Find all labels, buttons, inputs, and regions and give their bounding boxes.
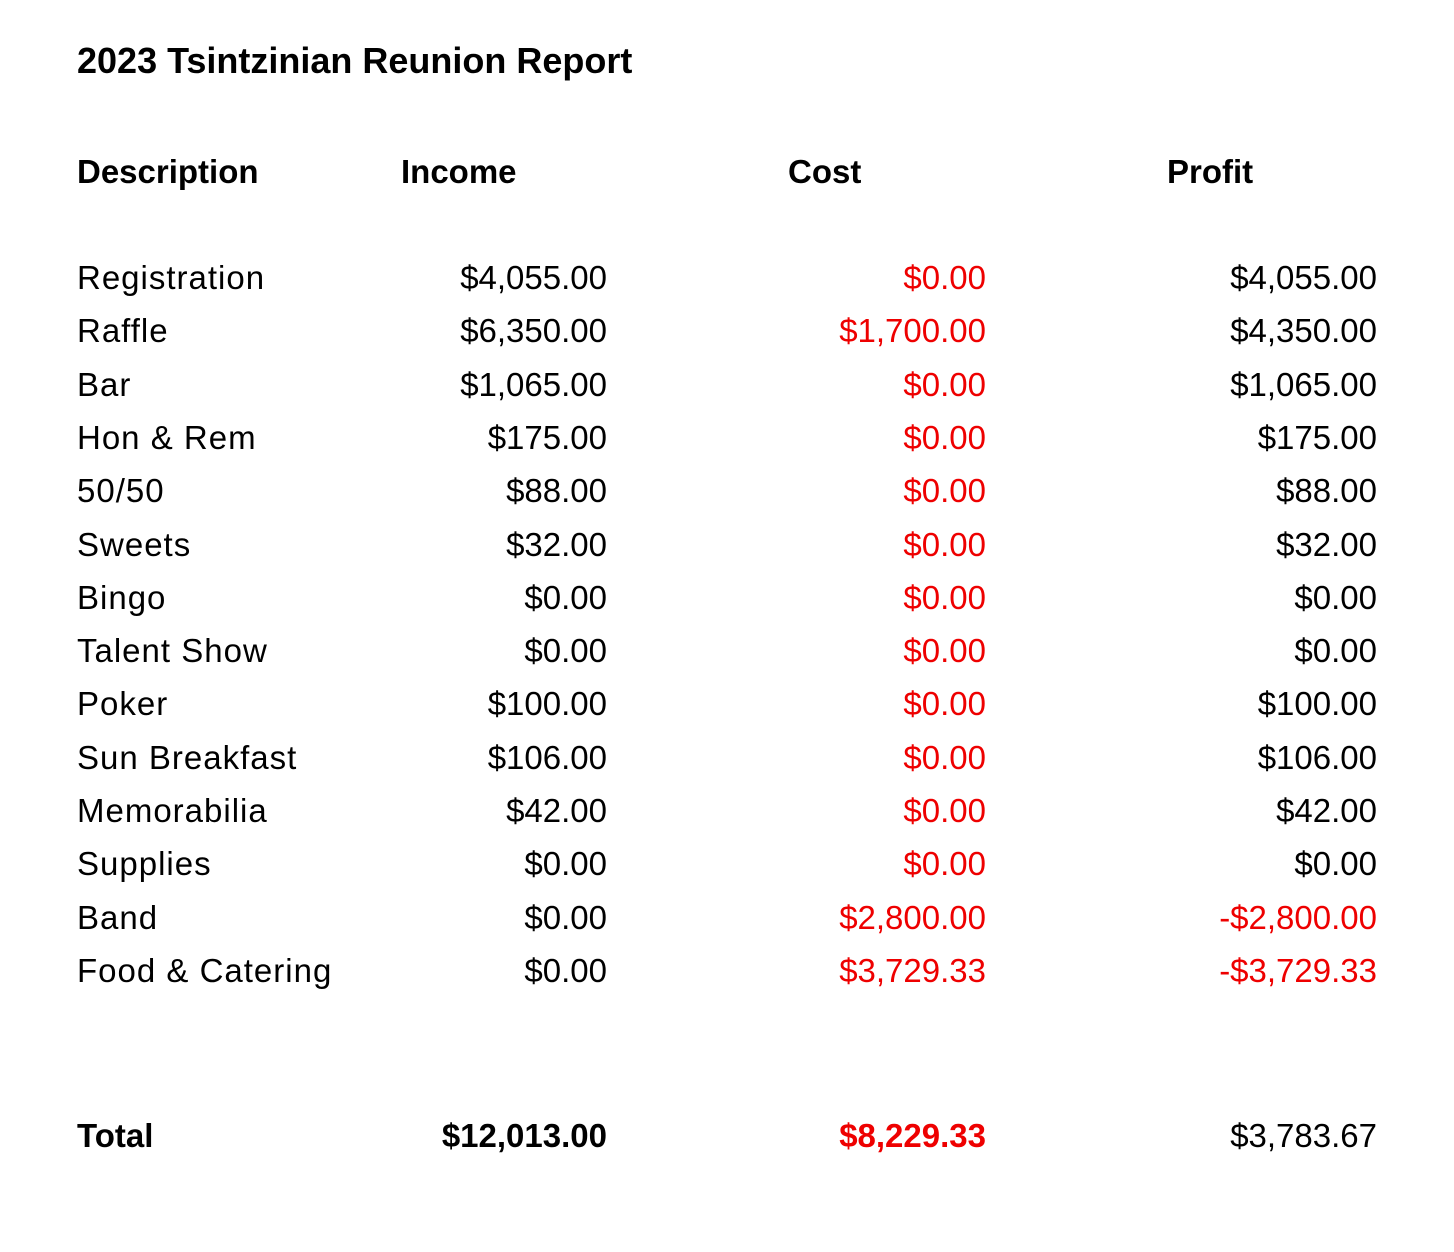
total-profit: $3,783.67 bbox=[1230, 1117, 1377, 1154]
row-income: $0.00 bbox=[524, 632, 607, 669]
row-cost: $0.00 bbox=[903, 845, 986, 882]
table-row bbox=[0, 731, 1454, 784]
row-description: Registration bbox=[77, 259, 266, 296]
table-row bbox=[0, 251, 1454, 304]
row-profit: $42.00 bbox=[1276, 792, 1377, 829]
total-income: $12,013.00 bbox=[441, 1117, 607, 1154]
table-row bbox=[0, 358, 1454, 411]
table-row bbox=[0, 304, 1454, 357]
table-row bbox=[0, 784, 1454, 837]
row-description: Raffle bbox=[77, 312, 169, 349]
row-cost: $0.00 bbox=[903, 366, 986, 403]
row-profit: $4,350.00 bbox=[1230, 312, 1377, 349]
row-profit: -$2,800.00 bbox=[1219, 899, 1377, 936]
row-income: $6,350.00 bbox=[460, 312, 607, 349]
table-header bbox=[0, 145, 1454, 198]
row-income: $106.00 bbox=[487, 739, 607, 776]
row-cost: $0.00 bbox=[903, 419, 986, 456]
row-income: $100.00 bbox=[487, 685, 607, 722]
row-description: 50/50 bbox=[77, 472, 165, 509]
row-profit: $106.00 bbox=[1257, 739, 1377, 776]
row-cost: $2,800.00 bbox=[839, 899, 986, 936]
header-profit: Profit bbox=[1167, 153, 1254, 190]
row-income: $175.00 bbox=[487, 419, 607, 456]
row-profit: $32.00 bbox=[1276, 526, 1377, 563]
report-title: 2023 Tsintzinian Reunion Report bbox=[77, 40, 633, 81]
table-row bbox=[0, 891, 1454, 944]
row-description: Sweets bbox=[77, 526, 192, 563]
row-income: $0.00 bbox=[524, 579, 607, 616]
table-row bbox=[0, 837, 1454, 890]
row-description: Band bbox=[77, 899, 159, 936]
row-profit: $100.00 bbox=[1257, 685, 1377, 722]
row-profit: -$3,729.33 bbox=[1219, 952, 1377, 989]
row-profit: $1,065.00 bbox=[1230, 366, 1377, 403]
table-row bbox=[0, 411, 1454, 464]
total-cost: $8,229.33 bbox=[839, 1117, 986, 1154]
row-profit: $88.00 bbox=[1276, 472, 1377, 509]
row-profit: $175.00 bbox=[1257, 419, 1377, 456]
row-description: Sun Breakfast bbox=[77, 739, 298, 776]
row-profit: $4,055.00 bbox=[1230, 259, 1377, 296]
row-income: $42.00 bbox=[506, 792, 607, 829]
row-description: Bingo bbox=[77, 579, 167, 616]
row-income: $88.00 bbox=[506, 472, 607, 509]
row-cost: $3,729.33 bbox=[839, 952, 986, 989]
row-cost: $0.00 bbox=[903, 739, 986, 776]
row-description: Bar bbox=[77, 366, 132, 403]
table-row bbox=[0, 464, 1454, 517]
row-description: Memorabilia bbox=[77, 792, 268, 829]
row-income: $0.00 bbox=[524, 899, 607, 936]
row-profit: $0.00 bbox=[1294, 632, 1377, 669]
table-row bbox=[0, 518, 1454, 571]
row-description: Supplies bbox=[77, 845, 212, 882]
header-income: Income bbox=[401, 153, 517, 190]
total-label: Total bbox=[77, 1117, 154, 1154]
row-cost: $0.00 bbox=[903, 526, 986, 563]
row-cost: $0.00 bbox=[903, 632, 986, 669]
row-income: $0.00 bbox=[524, 952, 607, 989]
row-cost: $0.00 bbox=[903, 792, 986, 829]
row-description: Poker bbox=[77, 685, 169, 722]
total-row bbox=[0, 1109, 1454, 1162]
row-cost: $0.00 bbox=[903, 579, 986, 616]
row-profit: $0.00 bbox=[1294, 845, 1377, 882]
row-description: Food & Catering bbox=[77, 952, 333, 989]
row-income: $4,055.00 bbox=[460, 259, 607, 296]
table-row bbox=[0, 677, 1454, 730]
row-description: Hon & Rem bbox=[77, 419, 257, 456]
row-profit: $0.00 bbox=[1294, 579, 1377, 616]
row-income: $0.00 bbox=[524, 845, 607, 882]
row-income: $1,065.00 bbox=[460, 366, 607, 403]
table-row bbox=[0, 571, 1454, 624]
row-cost: $0.00 bbox=[903, 472, 986, 509]
row-description: Talent Show bbox=[77, 632, 268, 669]
row-income: $32.00 bbox=[506, 526, 607, 563]
row-cost: $0.00 bbox=[903, 259, 986, 296]
row-cost: $0.00 bbox=[903, 685, 986, 722]
table-row bbox=[0, 944, 1454, 997]
row-cost: $1,700.00 bbox=[839, 312, 986, 349]
header-description: Description bbox=[77, 153, 259, 190]
header-cost: Cost bbox=[788, 153, 862, 190]
table-row bbox=[0, 624, 1454, 677]
